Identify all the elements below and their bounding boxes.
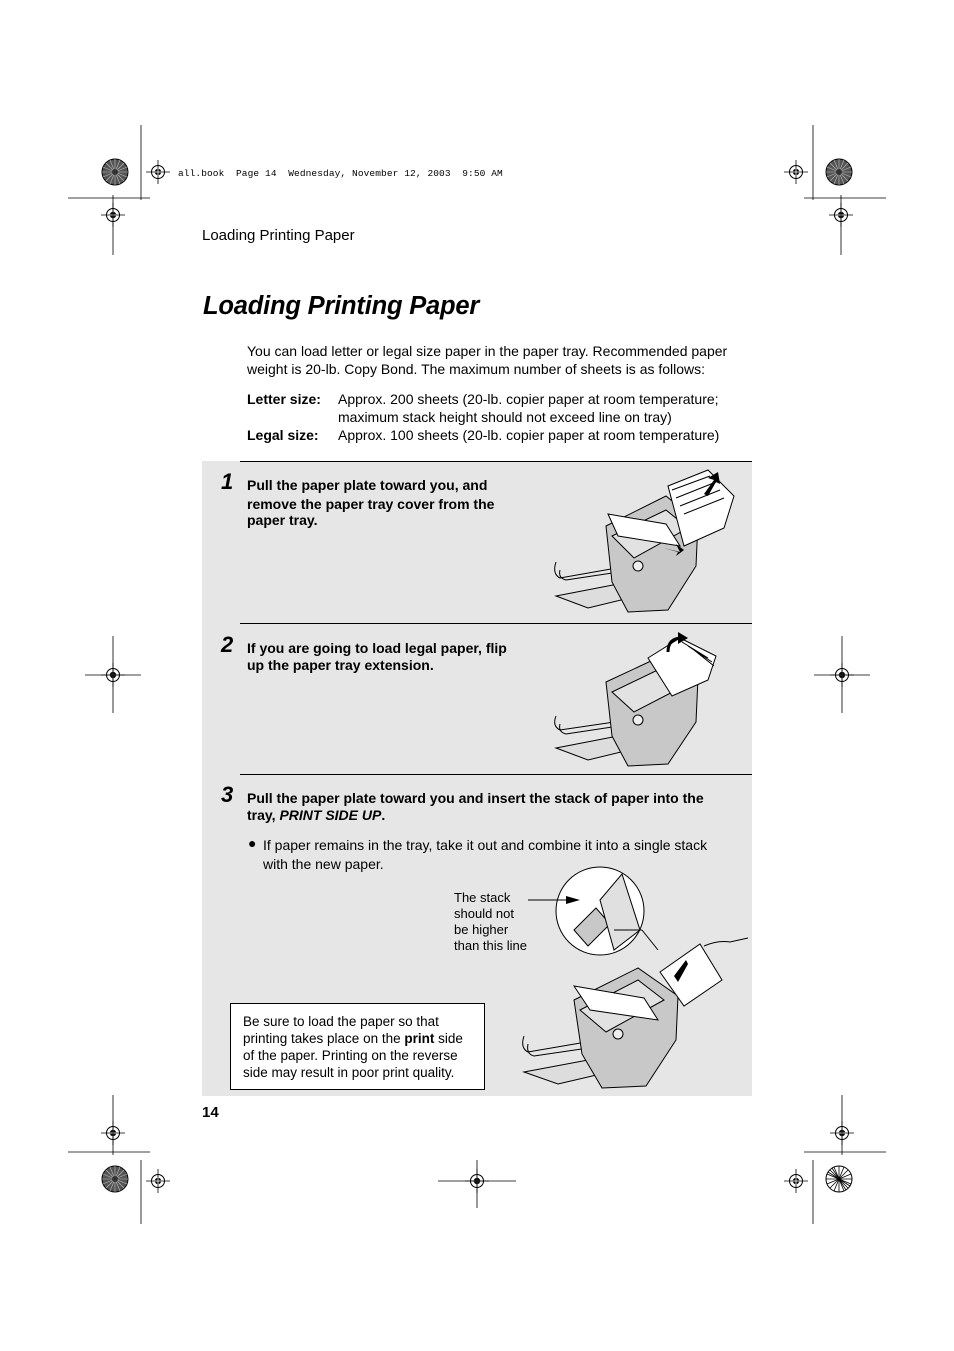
step-3-line2 bbox=[247, 806, 385, 824]
step-number: 1 bbox=[221, 469, 234, 494]
spec-value-letter-line1: Approx. 200 sheets (20-lb. copier paper at room temperature; bbox=[338, 391, 719, 407]
spec-label-legal: Legal size: bbox=[247, 427, 319, 443]
step-3-line2-suffix: . bbox=[381, 807, 386, 823]
note-line3: of the paper. Printing on the reverse bbox=[243, 1048, 458, 1063]
step-2-line2: up the paper tray extension. bbox=[247, 657, 434, 673]
step-divider bbox=[240, 623, 752, 624]
note-line4: side may result in poor print quality. bbox=[243, 1065, 455, 1080]
bullet-line1: If paper remains in the tray, take it out and combine it into a single stack bbox=[263, 837, 708, 853]
note-line1: Be sure to load the paper so that bbox=[243, 1014, 439, 1029]
fax-machine-illustration bbox=[548, 466, 748, 616]
callout-line4: than this line bbox=[454, 938, 527, 953]
print-emphasis: print bbox=[404, 1031, 435, 1046]
fax-machine-illustration bbox=[548, 630, 748, 770]
callout-line3: be higher bbox=[454, 922, 509, 937]
step-1-line3: paper tray. bbox=[247, 512, 318, 528]
file-slug: all.book Page 14 Wednesday, November 12, 2003 9:50 AM bbox=[178, 168, 503, 179]
callout-line2: should not bbox=[454, 906, 514, 921]
page-title: Loading Printing Paper bbox=[203, 292, 480, 320]
step-divider bbox=[240, 461, 752, 462]
note-box bbox=[230, 1003, 485, 1090]
running-head: Loading Printing Paper bbox=[202, 227, 355, 244]
note-line2-suffix: side bbox=[434, 1031, 463, 1046]
spec-value-legal: Approx. 100 sheets (20-lb. copier paper at room temperature) bbox=[338, 427, 720, 443]
step-number: 2 bbox=[221, 632, 234, 657]
page-number: 14 bbox=[202, 1104, 219, 1121]
callout-line1: The stack bbox=[454, 890, 511, 905]
step-divider bbox=[240, 774, 752, 775]
print-side-up-emphasis: PRINT SIDE UP bbox=[279, 807, 382, 823]
step-1-line1: Pull the paper plate toward you, and bbox=[247, 477, 488, 493]
note-line2 bbox=[243, 1030, 474, 1047]
bullet-line2: with the new paper. bbox=[263, 856, 384, 872]
spec-value-letter-line2: maximum stack height should not exceed line on tray) bbox=[338, 409, 672, 425]
fax-machine-illustration bbox=[518, 860, 752, 1092]
intro-paragraph: You can load letter or legal size paper in the paper tray. Recommended paper weight is 20-lb. Copy Bond. The maximum number of sheets is as follows: bbox=[247, 343, 728, 377]
step-1-line2: remove the paper tray cover from the bbox=[247, 496, 495, 512]
spec-label-letter: Letter size: bbox=[247, 391, 321, 407]
step-2-line1: If you are going to load legal paper, flip bbox=[247, 640, 507, 656]
step-3-line2-prefix: tray, bbox=[247, 807, 280, 823]
note-line2-prefix: printing takes place on the bbox=[243, 1031, 405, 1046]
step-3-line1: Pull the paper plate toward you and insert the stack of paper into the bbox=[247, 790, 704, 806]
step-number: 3 bbox=[221, 782, 234, 807]
bullet-icon: ● bbox=[248, 835, 257, 851]
